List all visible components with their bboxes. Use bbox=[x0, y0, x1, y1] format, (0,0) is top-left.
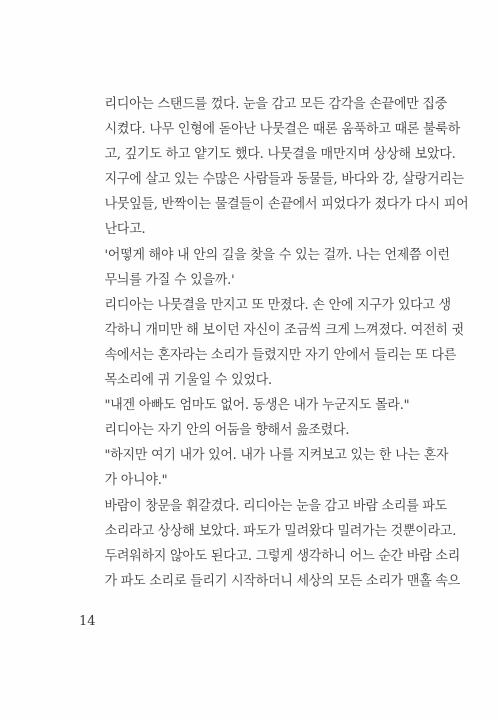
text-line: 리디아는 나뭇결을 만지고 또 만졌다. 손 안에 지구가 있다고 생 bbox=[104, 297, 451, 313]
text-line: "내겐 아빠도 엄마도 없어. 동생은 내가 누군지도 몰라." bbox=[104, 398, 410, 414]
paragraph bbox=[79, 418, 455, 443]
text-line: 시켰다. 나무 인형에 돋아난 나뭇결은 때론 움푹하고 때론 불룩하 bbox=[104, 122, 461, 138]
text-line: 고, 깊기도 하고 얕기도 했다. 나뭇결을 매만지며 상상해 보았다. bbox=[104, 147, 456, 163]
body-text bbox=[79, 92, 469, 594]
text-line: 나뭇잎들, 반짝이는 물결들이 손끝에서 피었다가 졌다가 다시 피어 bbox=[104, 197, 469, 213]
text-line: 두려워하지 않아도 된다고. 그렇게 생각하니 어느 순간 바람 소리 bbox=[104, 548, 461, 564]
text-line: "하지만 여기 내가 있어. 내가 나를 지켜보고 있는 한 나는 혼자 bbox=[104, 448, 449, 464]
paragraph bbox=[79, 443, 455, 493]
text-line: 목소리에 귀 기울일 수 있었다. bbox=[104, 373, 272, 389]
paragraph bbox=[79, 243, 455, 293]
text-line: 각하니 개미만 해 보이던 자신이 조금씩 크게 느껴졌다. 여전히 귓 bbox=[104, 322, 464, 338]
paragraph bbox=[79, 92, 469, 243]
text-line: 속에서는 혼자라는 소리가 들렸지만 자기 안에서 들리는 또 다른 bbox=[104, 347, 457, 363]
text-line: 무늬를 가질 수 있을까.' bbox=[104, 272, 235, 288]
text-line: 소리라고 상상해 보았다. 파도가 밀려왔다 밀려가는 것뿐이라고. bbox=[104, 523, 457, 539]
paragraph bbox=[79, 293, 464, 393]
text-line: 리디아는 자기 안의 어둠을 향해서 읊조렸다. bbox=[104, 423, 350, 439]
text-line: '어떻게 해야 내 안의 길을 찾을 수 있는 걸까. 나는 언제쯤 이런 bbox=[104, 247, 450, 263]
paragraph bbox=[79, 393, 455, 418]
page-number: 14 bbox=[79, 614, 96, 629]
text-line: 바람이 창문을 휘갈겼다. 리디아는 눈을 감고 바람 소리를 파도 bbox=[104, 498, 448, 514]
text-line: 리디아는 스탠드를 껐다. 눈을 감고 모든 감각을 손끝에만 집중 bbox=[104, 97, 448, 112]
paragraph bbox=[79, 494, 461, 594]
text-line: 가 파도 소리로 들리기 시작하더니 세상의 모든 소리가 맨홀 속으 bbox=[104, 573, 461, 589]
text-line: 난다고. bbox=[104, 222, 146, 238]
text-line: 지구에 살고 있는 수많은 사람들과 동물들, 바다와 강, 살랑거리는 bbox=[104, 172, 464, 188]
text-line: 가 아니야." bbox=[104, 473, 168, 489]
